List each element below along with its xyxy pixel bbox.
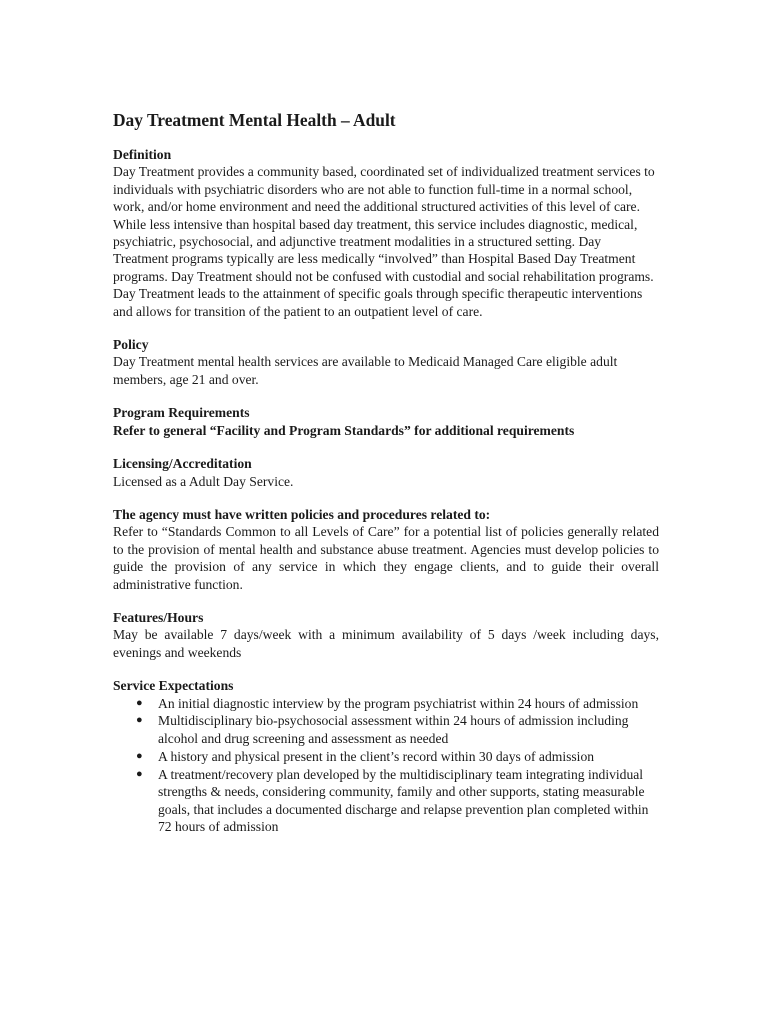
list-item-text: A history and physical present in the client’s record within 30 days of admission [158,748,595,764]
bullet-icon: ● [136,696,143,709]
definition-heading: Definition [113,147,172,162]
licensing-text: Licensed as a Adult Day Service. [113,473,294,489]
features-hours-text: May be available 7 days/week with a minimum availability of 5 days /week including days, evenings and weekends [113,627,659,660]
features-hours-heading: Features/Hours [113,609,204,625]
list-item-text: An initial diagnostic interview by the program psychiatrist within 24 hours of admission [158,695,639,711]
bullet-icon: ● [136,714,143,727]
list-item [136,748,659,765]
document-page [113,108,659,851]
agency-policies-heading: The agency must have written policies and procedures related to: [113,506,491,522]
program-requirements-subheading: Refer to general “Facility and Program Standards” for additional requirements [113,422,575,438]
list-item-text: Multidisciplinary bio-psychosocial assessment within 24 hours of admission including alcohol and drug screening and assessment as needed [158,713,629,746]
service-expectations-list [113,695,659,836]
bullet-icon: ● [136,749,143,762]
service-expectations-heading: Service Expectations [113,678,234,694]
policy-heading: Policy [113,337,149,353]
program-requirements-heading: Program Requirements [113,405,250,421]
list-item-text: A treatment/recovery plan developed by the multidisciplinary team integrating individual strengths & needs, considering community, family and other supports, stating measurable goals, that includes a documented discharge and relapse prevention plan completed within 72 hours of admission [158,766,649,834]
document-title: Day Treatment Mental Health – Adult [113,110,396,130]
definition-section [113,146,659,320]
bullet-icon: ● [136,767,143,780]
policy-section [113,336,659,388]
agency-policies-section [113,506,659,593]
service-expectations-section [113,677,659,835]
list-item [136,695,659,712]
policy-text: Day Treatment mental health services are available to Medicaid Managed Care eligible adult members, age 21 and over. [113,354,618,387]
agency-policies-text: Refer to “Standards Common to all Levels of Care” for a potential list of policies generally related to the provision of mental health and substance abuse treatment. Agencies must develop policies to guide the provision of any service in which they engage clients, and to guide their overall administrative function. [113,524,659,592]
licensing-section [113,455,659,490]
definition-text: Day Treatment provides a community based, coordinated set of individualized treatment services to individuals with psychiatric disorders who are not able to function full-time in a normal school, work, and/or home environment and need the additional structured activities of this level of care. While less intensive than hospital based day treatment, this service includes diagnostic, medical, psychiatric, psychosocial, and adjunctive treatment modalities in a structured setting. Day Treatment programs typically are less medically “involved” than Hospital Based Day Treatment programs. Day Treatment should not be confused with custodial and social rehabilitation programs. Day Treatment leads to the attainment of specific goals through specific therapeutic interventions and allows for transition of the patient to an outpatient level of care. [113,164,655,319]
program-requirements-section [113,404,659,439]
list-item [136,712,659,747]
list-item [136,766,659,836]
features-hours-section [113,609,659,661]
licensing-heading: Licensing/Accreditation [113,456,252,472]
